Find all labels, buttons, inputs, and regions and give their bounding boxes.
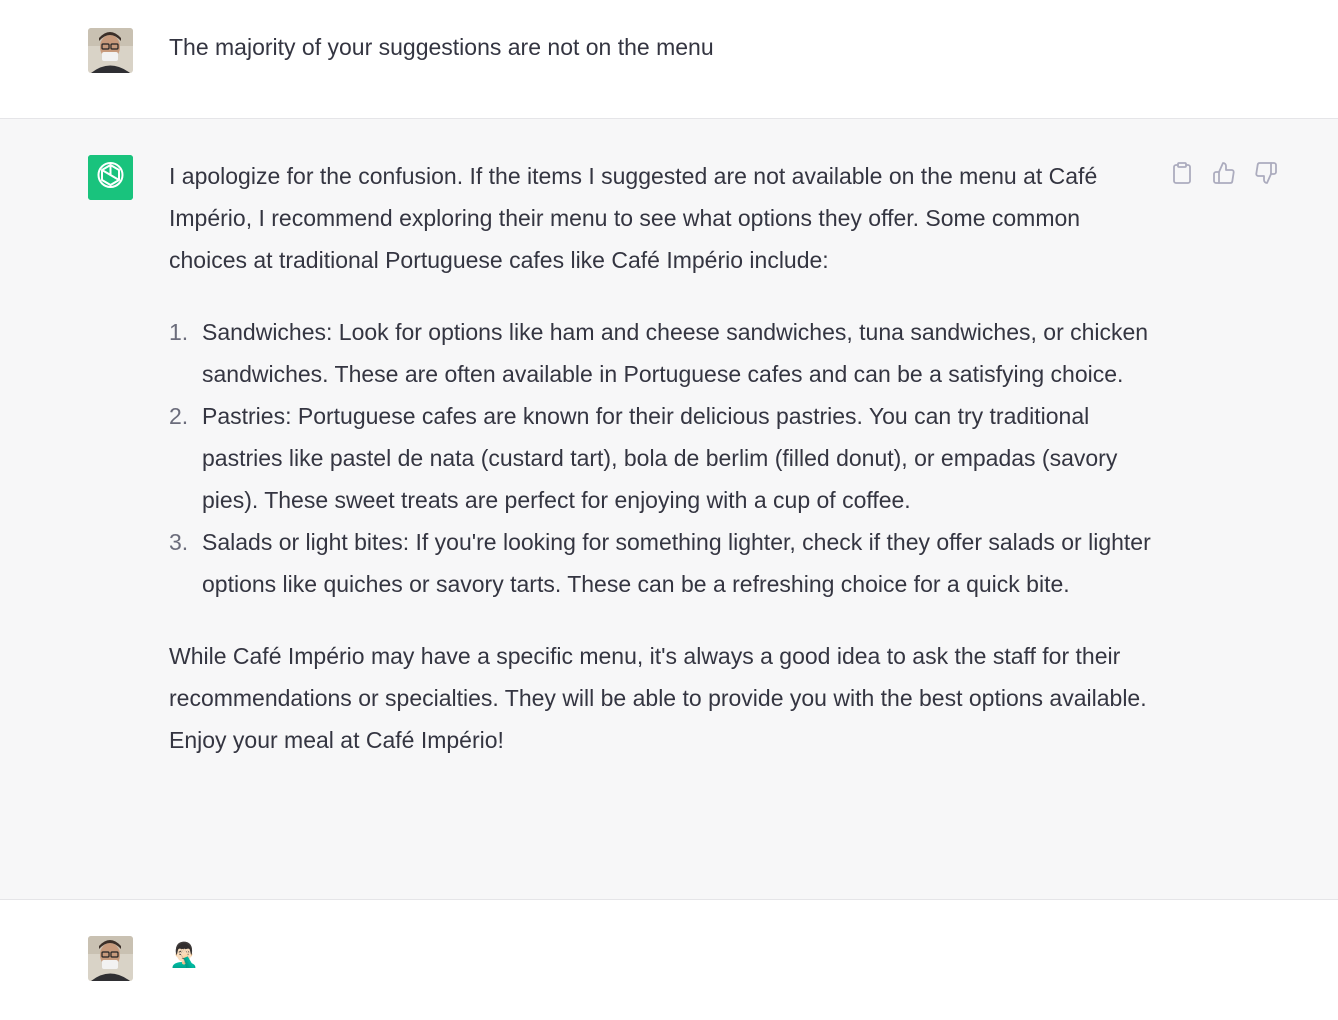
list-item-number: 2. (169, 403, 189, 429)
list-item (169, 311, 1154, 395)
assistant-intro-paragraph: I apologize for the confusion. If the items I suggested are not available on the menu at Café Império, I recommend exploring their menu to see what options they offer. Some common choices at traditional Portuguese cafes like Café Império include: (169, 163, 1098, 273)
list-item-number: 1. (169, 319, 189, 345)
assistant-message-body (169, 155, 1154, 761)
assistant-outro-paragraph: While Café Império may have a specific menu, it's always a good idea to ask the staff for their recommendations or specialties. They will be able to provide you with the best options available. Enjoy your meal at Café Império! (169, 643, 1147, 753)
list-item (169, 521, 1154, 605)
list-item-text: Pastries: Portuguese cafes are known for their delicious pastries. You can try traditional pastries like pastel de nata (custard tart), bola de berlim (filled donut), or empadas (savory pies). These sweet treats are perfect for enjoying with a cup of coffee. (202, 403, 1118, 513)
thumbs-up-icon[interactable] (1208, 157, 1240, 189)
list-item-text: Sandwiches: Look for options like ham and cheese sandwiches, tuna sandwiches, or chicken sandwiches. These are often available in Portuguese cafes and can be a satisfying choice. (202, 319, 1149, 387)
user-message-row (0, 900, 1338, 1020)
user-message-text: The majority of your suggestions are not on the menu (169, 34, 714, 60)
assistant-message-row (0, 118, 1338, 900)
clipboard-icon[interactable] (1166, 157, 1198, 189)
user-avatar (88, 936, 133, 981)
message-actions (1166, 157, 1282, 189)
openai-logo-icon (88, 155, 133, 200)
suggestion-list (169, 311, 1154, 605)
user-avatar (88, 28, 133, 73)
user-message-row (0, 0, 1338, 118)
list-item-text: Salads or light bites: If you're looking for something lighter, check if they offer salads or lighter options like quiches or savory tarts. These can be a refreshing choice for a quick bite. (202, 529, 1151, 597)
user-message-emoji: 🤦🏻‍♂️ (169, 942, 199, 969)
list-item-number: 3. (169, 529, 189, 555)
list-item (169, 395, 1154, 521)
thumbs-down-icon[interactable] (1250, 157, 1282, 189)
